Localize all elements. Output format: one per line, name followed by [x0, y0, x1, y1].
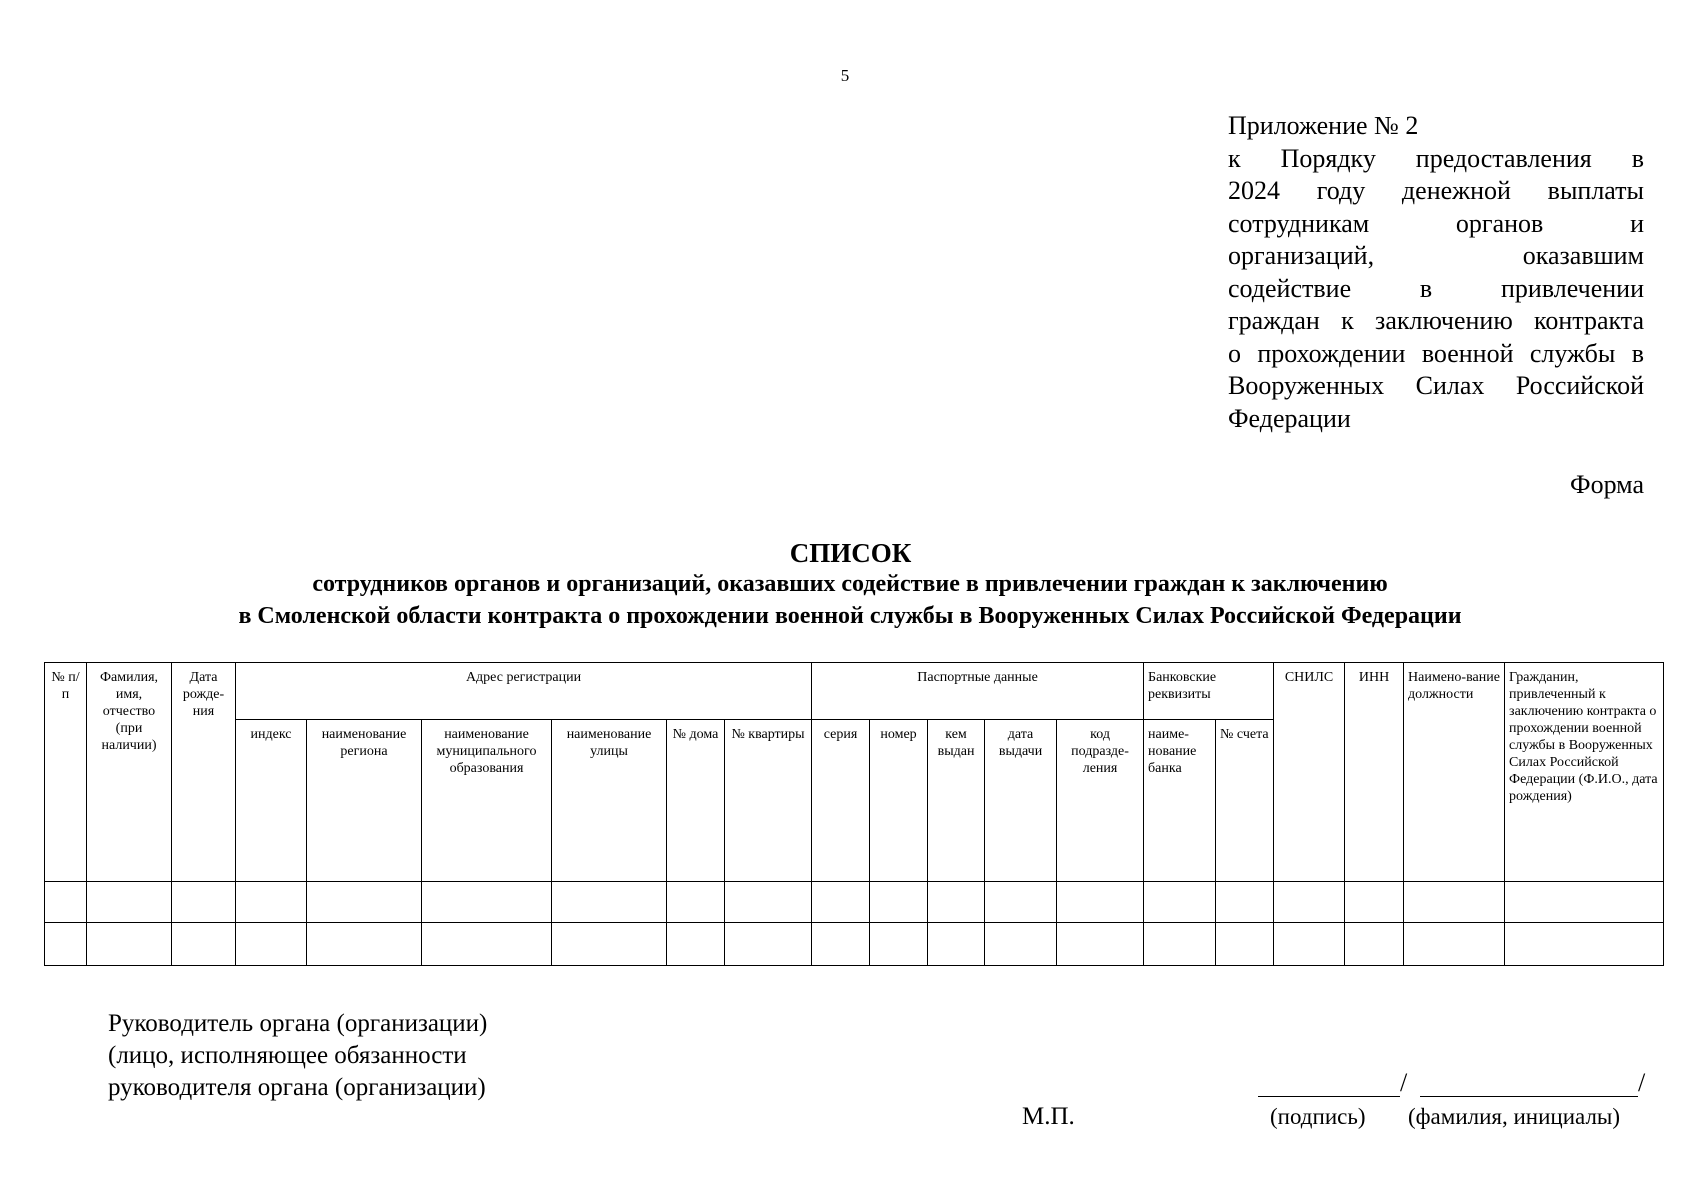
signatory-line: (лицо, исполняющее обязанности: [108, 1042, 467, 1069]
separator-slash: /: [1400, 1068, 1408, 1097]
table-row: [45, 882, 1664, 923]
header-index: индекс: [236, 720, 307, 882]
appendix-block: [1228, 110, 1644, 435]
header-passport-number: номер: [870, 720, 928, 882]
table-cell: [1057, 923, 1144, 966]
table-cell: [1345, 923, 1404, 966]
header-inn: ИНН: [1345, 663, 1404, 882]
header-bank-group: Банковские реквизиты: [1144, 663, 1274, 720]
table-cell: [422, 923, 552, 966]
form-label: Форма: [1570, 470, 1644, 499]
table-cell: [172, 882, 236, 923]
table-cell: [1404, 882, 1505, 923]
appendix-line: Приложение № 2: [1228, 111, 1419, 140]
table-cell: [1404, 923, 1505, 966]
table-cell: [667, 882, 725, 923]
header-division-code: код подразде-ления: [1057, 720, 1144, 882]
table-cell: [812, 882, 870, 923]
table-cell: [87, 923, 172, 966]
header-position: Наимено-вание должности: [1404, 663, 1505, 882]
header-apartment: № квартиры: [725, 720, 812, 882]
table-cell: [928, 882, 985, 923]
signatory-block: [108, 1008, 487, 1104]
table-cell: [985, 923, 1057, 966]
table-cell: [1144, 882, 1216, 923]
table-cell: [1216, 923, 1274, 966]
page-number: 5: [840, 66, 850, 85]
document-subtitle: сотрудников органов и организаций, оказавших содействие в привлечении граждан к заключению: [312, 571, 1388, 597]
header-house: № дома: [667, 720, 725, 882]
document-title: СПИСОК: [789, 538, 912, 568]
table-cell: [1274, 882, 1345, 923]
header-bank-name: наиме-нование банка: [1144, 720, 1216, 882]
table-cell: [667, 923, 725, 966]
signature-caption: (подпись): [1270, 1104, 1366, 1129]
table-cell: [812, 923, 870, 966]
header-passport-series: серия: [812, 720, 870, 882]
table-cell: [1505, 882, 1664, 923]
header-passport-group: Паспортные данные: [812, 663, 1144, 720]
table-cell: [1216, 882, 1274, 923]
table-cell: [985, 882, 1057, 923]
header-region: наименование региона: [307, 720, 422, 882]
appendix-line: о прохождении военной службы в: [1228, 338, 1644, 368]
table-cell: [870, 882, 928, 923]
table-cell: [45, 882, 87, 923]
header-citizen: Гражданин, привлеченный к заключению контракта о прохождении военной службы в Вооруженных Силах Российской Федерации (Ф.И.О., дата рождения): [1505, 663, 1664, 882]
signatory-line: Руководитель органа (организации): [108, 1010, 488, 1037]
table-cell: [172, 923, 236, 966]
name-line: [1420, 1096, 1638, 1097]
appendix-line: Вооруженных Силах Российской: [1228, 371, 1644, 400]
header-birth-date: Дата рожде-ния: [172, 663, 236, 882]
header-issued-by: кем выдан: [928, 720, 985, 882]
header-snils: СНИЛС: [1274, 663, 1345, 882]
table-cell: [870, 923, 928, 966]
signatory-line: руководителя органа (организации): [108, 1074, 486, 1101]
table-cell: [422, 882, 552, 923]
table-cell: [45, 923, 87, 966]
table-cell: [307, 923, 422, 966]
header-issue-date: дата выдачи: [985, 720, 1057, 882]
table-cell: [552, 882, 667, 923]
table-cell: [928, 923, 985, 966]
table-cell: [307, 882, 422, 923]
appendix-line: 2024 году денежной выплаты: [1228, 176, 1644, 205]
table-cell: [236, 882, 307, 923]
table-cell: [552, 923, 667, 966]
table-cell: [1505, 923, 1664, 966]
table-cell: [1057, 882, 1144, 923]
appendix-line: Федерации: [1228, 403, 1351, 433]
separator-slash: /: [1638, 1068, 1646, 1097]
header-municipality: наименование муниципального образования: [422, 720, 552, 882]
stamp-place-label: М.П.: [1022, 1103, 1075, 1130]
appendix-line: сотрудникам органов и: [1228, 208, 1644, 238]
appendix-line: к Порядку предоставления в: [1228, 143, 1644, 173]
table-row: [45, 923, 1664, 966]
table-cell: [1144, 923, 1216, 966]
header-address-group: Адрес регистрации: [236, 663, 812, 720]
appendix-line: граждан к заключению контракта: [1228, 306, 1644, 335]
document-subtitle: в Смоленской области контракта о прохождении военной службы в Вооруженных Силах Российской Федерации: [238, 603, 1462, 629]
table-cell: [725, 923, 812, 966]
appendix-line: организаций, оказавшим: [1228, 241, 1644, 270]
table-cell: [236, 923, 307, 966]
name-caption: (фамилия, инициалы): [1408, 1104, 1621, 1129]
table-cell: [725, 882, 812, 923]
employees-table: [44, 662, 1664, 966]
header-street: наименование улицы: [552, 720, 667, 882]
table-cell: [1345, 882, 1404, 923]
signature-line: [1258, 1096, 1400, 1097]
appendix-line: содействие в привлечении: [1228, 273, 1644, 303]
header-account: № счета: [1216, 720, 1274, 882]
table-cell: [1274, 923, 1345, 966]
table-cell: [87, 882, 172, 923]
header-num: № п/п: [45, 663, 87, 882]
header-fio: Фамилия, имя, отчество (при наличии): [87, 663, 172, 882]
